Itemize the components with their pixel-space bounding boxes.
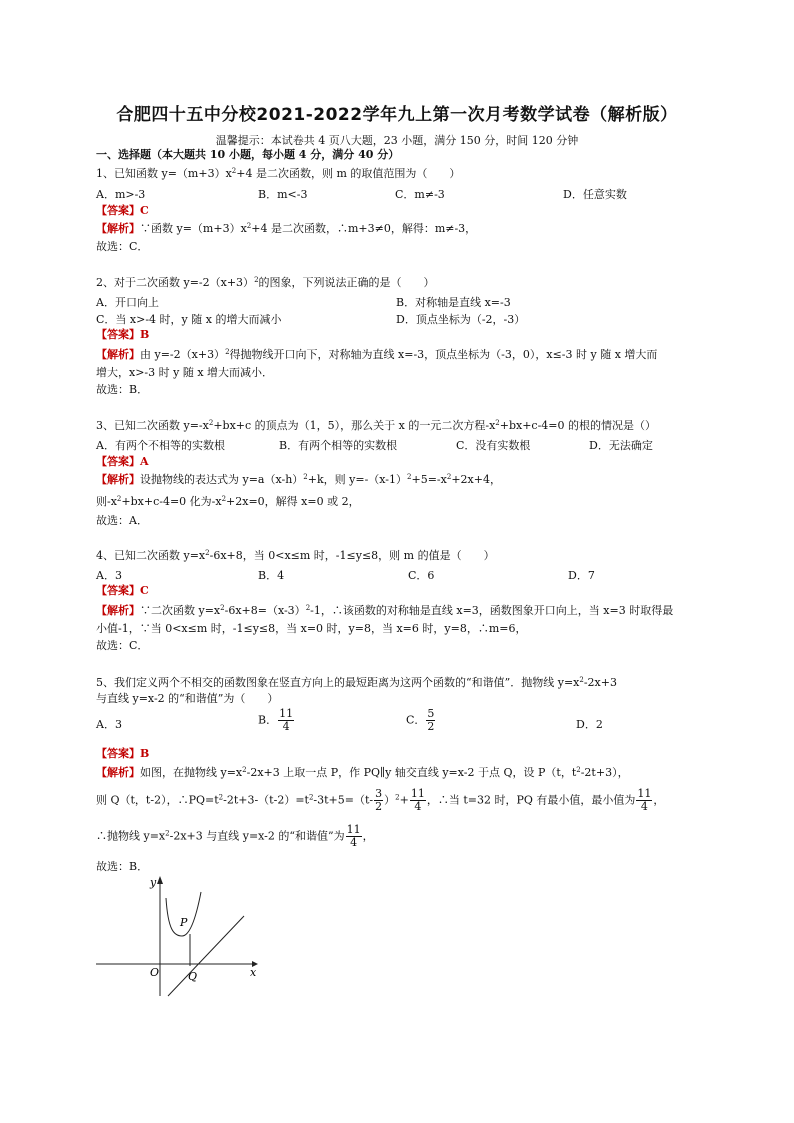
point-p-label: P [180,916,188,929]
q5-option-a: A．3 [96,718,122,731]
q2-option-c: C．当 x>-4 时，y 随 x 的增大而减小 [96,313,282,326]
q2-choice: 故选：B． [96,383,149,396]
q2-analysis-line2: 增大，x>-3 时 y 随 x 增大而减小． [96,366,274,379]
q1-option-c: C．m≠-3 [395,188,445,201]
q4-option-b: B．4 [258,569,285,582]
q1-analysis: 【解析】∵函数 $y=(m+3)x^2+4$ 是二次函数，∴m+3≠0，解得：m≠-3， [96,222,477,235]
q2-option-b: B．对称轴是直线 x=-3 [396,296,511,309]
q5-analysis: 【解析】如图，在抛物线 $y=x^2-2x+3$ 上取一点 P，作 PQ∥y 轴交直线 y=x-2 于点 Q，设 P（t，$t^2-2t+3$）， [96,766,629,779]
parabola-line-figure [94,870,264,1000]
q5-option-b: B． $\frac{11}{4}$ [258,707,294,733]
q4-option-a: A．3 [96,569,122,582]
q4-answer: 【答案】C [96,584,149,597]
origin-label: O [150,966,160,979]
q3-option-d: D．无法确定 [589,439,653,452]
question-5-stem: 5、我们定义两个不相交的函数图象在竖直方向上的最短距离为这两个函数的“和谐值”．抛物线 $y=x^2-2x+3$ [96,676,617,689]
q3-analysis-line2: 则$-x^2+bx+c-4=0$ 化为$-x^2+2x=0$，解得 x=0 或 2， [96,495,360,508]
q5-choice: 故选：B． [96,860,149,873]
point-q-label: Q [188,970,198,983]
q3-answer: 【答案】A [96,455,149,468]
q3-option-b: B．有两个相等的实数根 [279,439,398,452]
q1-option-b: B．m<-3 [258,188,308,201]
q4-analysis: 【解析】∵二次函数 $y=x^2-6x+8=(x-3)^2-1$，∴该函数的对称轴是直线 x=3，函数图象开口向上，当 x=3 时取得最 [96,604,674,617]
q2-analysis: 【解析】由 $y=-2(x+3)^2$得抛物线开口向下，对称轴为直线 x=-3，顶点坐标为（-3，0），x≤-3 时 y 随 x 增大而 [96,348,658,361]
parabola-curve [166,892,201,936]
q5-option-d: D．2 [576,718,603,731]
q3-option-a: A．有两个不相等的实数根 [96,439,225,452]
q2-option-a: A．开口向上 [96,296,159,309]
q1-answer: 【答案】C [96,204,149,217]
q1-option-a: A．m>-3 [96,188,146,201]
q4-option-d: D．7 [568,569,595,582]
question-3-stem: 3、已知二次函数 $y=-x^2+bx+c$ 的顶点为（1，5），那么关于 x 的一元二次方程$-x^2+bx+c-4=0$ 的根的情况是（） [96,419,657,432]
x-axis-label: x [250,966,257,979]
q5-analysis-line3: ∴抛物线 $y=x^2-2x+3$ 与直线 y=x-2 的“和谐值”为 $\frac{11}{4}$ ， [96,823,374,849]
question-1-stem: 1、已知函数 $y=(m+3)x^2+4$ 是二次函数，则 m 的取值范围为（ ） [96,167,461,180]
q3-analysis: 【解析】设抛物线的表达式为 $y=a(x-h)^2+k$，则 $y=-(x-1)^2+5=-x^2+2x+4$， [96,473,501,486]
q2-option-d: D．顶点坐标为（-2，-3） [396,313,526,326]
q1-option-d: D．任意实数 [563,188,627,201]
q2-answer: 【答案】B [96,328,150,341]
q1-choice: 故选：C． [96,240,149,253]
q3-option-c: C．没有实数根 [456,439,531,452]
q4-option-c: C．6 [408,569,435,582]
q5-option-c: C． $\frac{5}{2}$ [406,707,435,733]
exam-tip: 温馨提示：本试卷共 4 页八大题，23 小题，满分 150 分，时间 120 分钟 [215,134,579,147]
q4-analysis-line2: 小值-1，∵当 0<x≤m 时，-1≤y≤8，当 x=0 时，y=8，当 x=6 时，y=8，∴m=6， [96,622,527,635]
question-4-stem: 4、已知二次函数 $y=x^2-6x+8$，当 0<x≤m 时，-1≤y≤8，则 m 的值是（ ） [96,549,495,562]
section-heading: 一、选择题（本大题共 10 小题，每小题 4 分，满分 40 分） [96,148,400,161]
y-axis-arrow [157,876,163,884]
page-title: 合肥四十五中分校2021-2022学年九上第一次月考数学试卷（解析版） [116,105,678,125]
q3-choice: 故选：A． [96,514,148,527]
q4-choice: 故选：C． [96,639,149,652]
q5-analysis-line2: 则 Q（t，t-2），$\therefore PQ=t^2-2t+3-(t-2)=t^2-3t+5=(t-$ $\frac{3}{2}$ ）$^2$+ $\frac{11}{4}$ ，∴当 t=32 时，PQ 有最小值，最小值为 $\frac{11}{4}$ ， [96,787,665,813]
y-axis-label: y [150,876,157,889]
question-5-stem-line2: 与直线 y=x-2 的“和谐值”为（ ） [96,692,279,705]
q5-answer: 【答案】B [96,747,150,760]
question-2-stem: 2、对于二次函数 $y=-2(x+3)^2$的图象，下列说法正确的是（ ） [96,276,435,289]
